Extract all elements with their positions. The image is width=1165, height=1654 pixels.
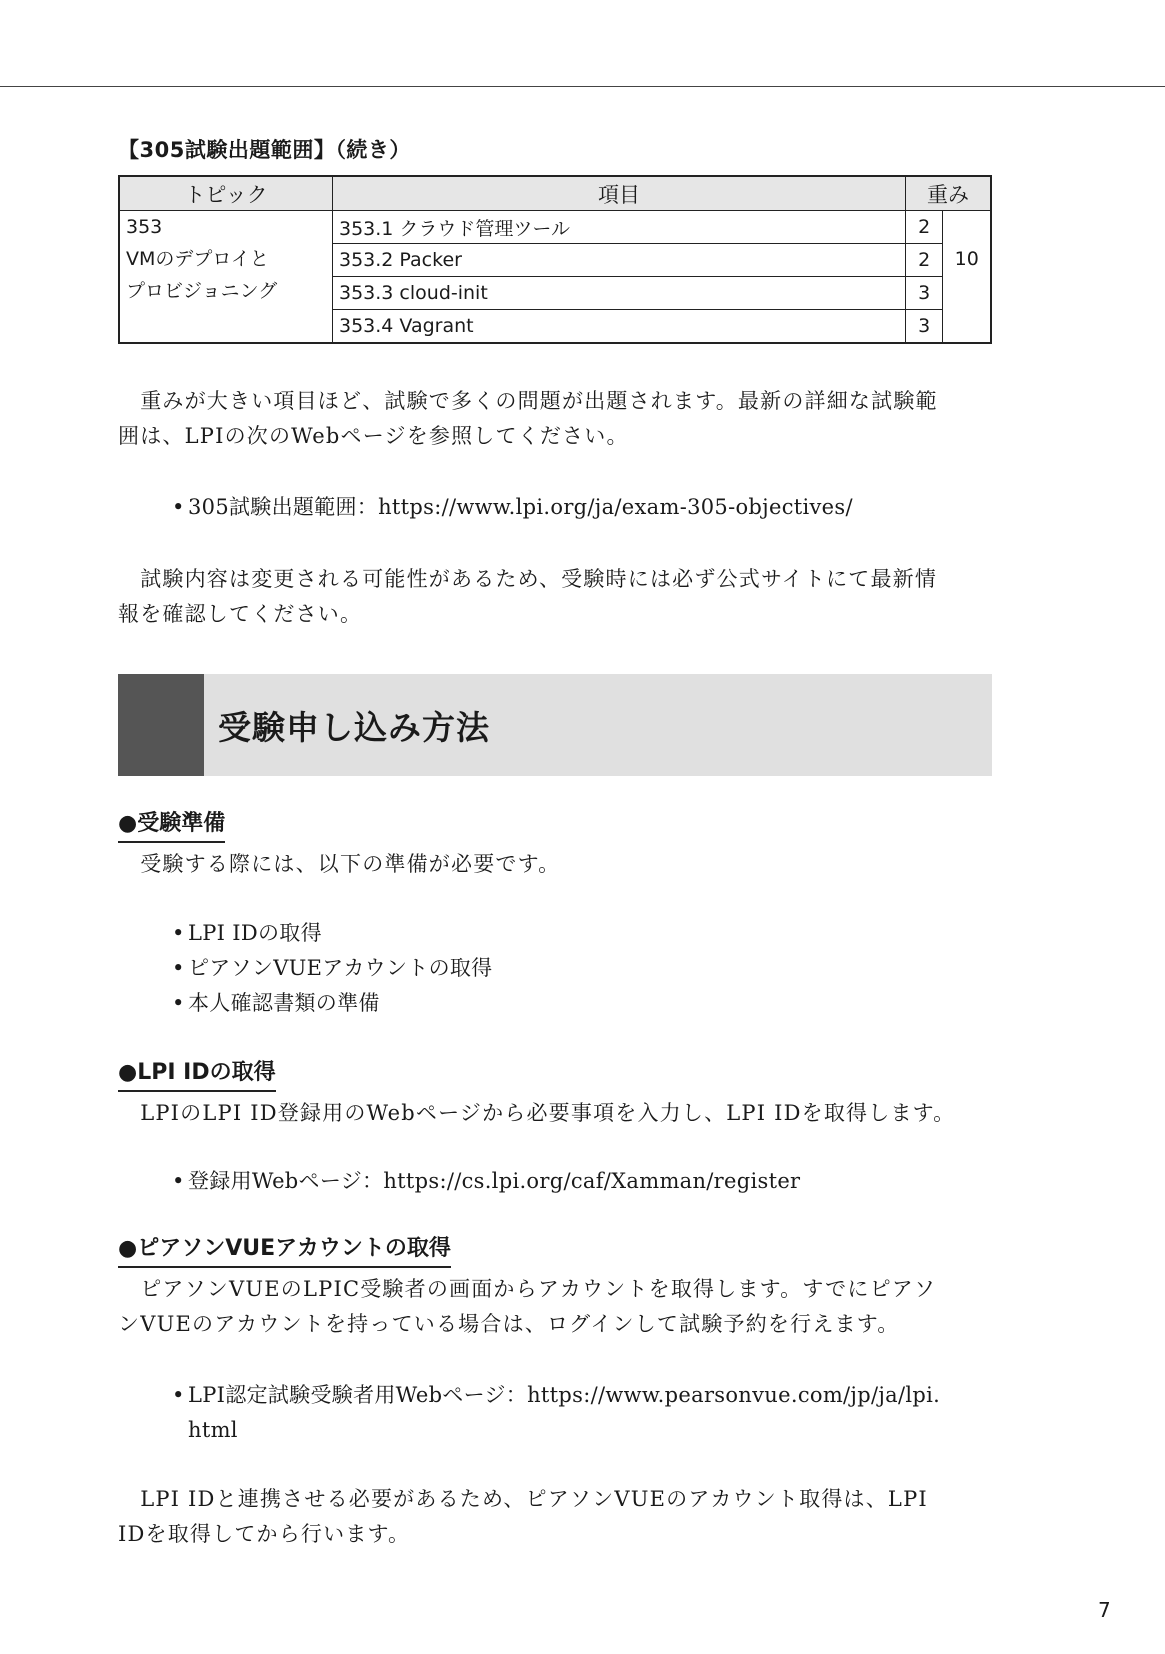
bullet-dot-icon: • bbox=[172, 1169, 185, 1193]
paragraph-line: ンVUEのアカウントを持っている場合は、ログインして試験予約を行えます。 bbox=[118, 1312, 900, 1336]
bullet-dot-icon: • bbox=[172, 921, 185, 945]
bullet-text[interactable]: LPI認定試験受験者用Webページ：https://www.pearsonvue.com/jp/ja/lpi. bbox=[188, 1383, 941, 1407]
topic-name-line2: プロビジョニング bbox=[126, 280, 278, 302]
bullet-register-link bbox=[172, 1164, 1002, 1199]
header-item: 項目 bbox=[333, 176, 906, 211]
bullet-text: LPI IDの取得 bbox=[188, 921, 322, 945]
paragraph-line: LPI IDと連携させる必要があるため、ピアソンVUEのアカウント取得は、LPI bbox=[118, 1487, 928, 1511]
bullet-dot-icon: • bbox=[172, 991, 185, 1015]
item-cell: 353.4 Vagrant bbox=[333, 310, 906, 344]
header-topic: トピック bbox=[119, 176, 333, 211]
item-cell: 353.2 Packer bbox=[333, 244, 906, 277]
table-caption: 【305試験出題範囲】（続き） bbox=[118, 138, 411, 162]
paragraph-line: 囲は、LPIの次のWebページを参照してください。 bbox=[118, 424, 629, 448]
bullet-dot-icon: • bbox=[172, 1383, 185, 1407]
list-item bbox=[172, 986, 1002, 1021]
bullet-text: ピアソンVUEアカウントの取得 bbox=[188, 956, 493, 980]
total-weight-cell bbox=[943, 211, 991, 344]
paragraph-line: 報を確認してください。 bbox=[118, 602, 363, 626]
item-cell: 353.1 クラウド管理ツール bbox=[333, 211, 906, 244]
topic-cell bbox=[119, 211, 333, 344]
list-item bbox=[172, 916, 1002, 951]
weight-cell: 3 bbox=[906, 277, 943, 310]
weight-cell: 2 bbox=[906, 211, 943, 244]
weight-cell: 2 bbox=[906, 244, 943, 277]
bullet-text: 本人確認書類の準備 bbox=[188, 991, 380, 1015]
header-weight: 重み bbox=[906, 176, 992, 211]
weight-cell: 3 bbox=[906, 310, 943, 344]
bullet-dot-icon: • bbox=[172, 956, 185, 980]
subheading-preparation: ●受験準備 bbox=[118, 809, 225, 843]
page-number: 7 bbox=[1098, 1598, 1111, 1622]
paragraph-line: IDを取得してから行います。 bbox=[118, 1522, 411, 1546]
subheading-lpi-id: ●LPI IDの取得 bbox=[118, 1058, 276, 1092]
paragraph-line: 重みが大きい項目ほど、試験で多くの問題が出題されます。最新の詳細な試験範 bbox=[118, 389, 938, 413]
list-item bbox=[172, 951, 1002, 986]
topic-number: 353 bbox=[126, 216, 163, 238]
paragraph-preparation: 受験する際には、以下の準備が必要です。 bbox=[118, 852, 561, 876]
topic-name-line1: VMのデプロイと bbox=[126, 248, 269, 270]
exam-objectives-table bbox=[118, 175, 992, 344]
total-weight: 10 bbox=[954, 247, 979, 270]
table-header-row bbox=[119, 176, 991, 211]
section-heading-block bbox=[118, 674, 204, 776]
subheading-pearson-vue: ●ピアソンVUEアカウントの取得 bbox=[118, 1234, 451, 1268]
item-cell: 353.3 cloud-init bbox=[333, 277, 906, 310]
bullet-dot-icon: • bbox=[172, 495, 185, 519]
paragraph-lpi-id: LPIのLPI ID登録用のWebページから必要事項を入力し、LPI IDを取得します。 bbox=[118, 1101, 956, 1125]
paragraph-pearson-vue bbox=[118, 1272, 992, 1342]
bullet-objectives-link bbox=[172, 490, 1002, 525]
header-rule bbox=[0, 86, 1165, 87]
bullet-pearson-link bbox=[172, 1378, 1002, 1448]
bullet-text[interactable]: 305試験出題範囲：https://www.lpi.org/ja/exam-305-objectives/ bbox=[188, 495, 853, 519]
section-title: 受験申し込み方法 bbox=[218, 708, 490, 747]
paragraph-line: ピアソンVUEのLPIC受験者の画面からアカウントを取得します。すでにピアソ bbox=[118, 1277, 937, 1301]
bullet-text-continuation[interactable]: html bbox=[188, 1418, 238, 1442]
paragraph-line: 試験内容は変更される可能性があるため、受験時には必ず公式サイトにて最新情 bbox=[118, 567, 938, 591]
paragraph-vue-note bbox=[118, 1482, 992, 1552]
bullet-text[interactable]: 登録用Webページ：https://cs.lpi.org/caf/Xamman/register bbox=[188, 1169, 801, 1193]
paragraph-changes bbox=[118, 562, 992, 632]
paragraph-weights bbox=[118, 384, 992, 454]
section-heading-bar bbox=[118, 674, 992, 776]
table-row bbox=[119, 211, 991, 244]
